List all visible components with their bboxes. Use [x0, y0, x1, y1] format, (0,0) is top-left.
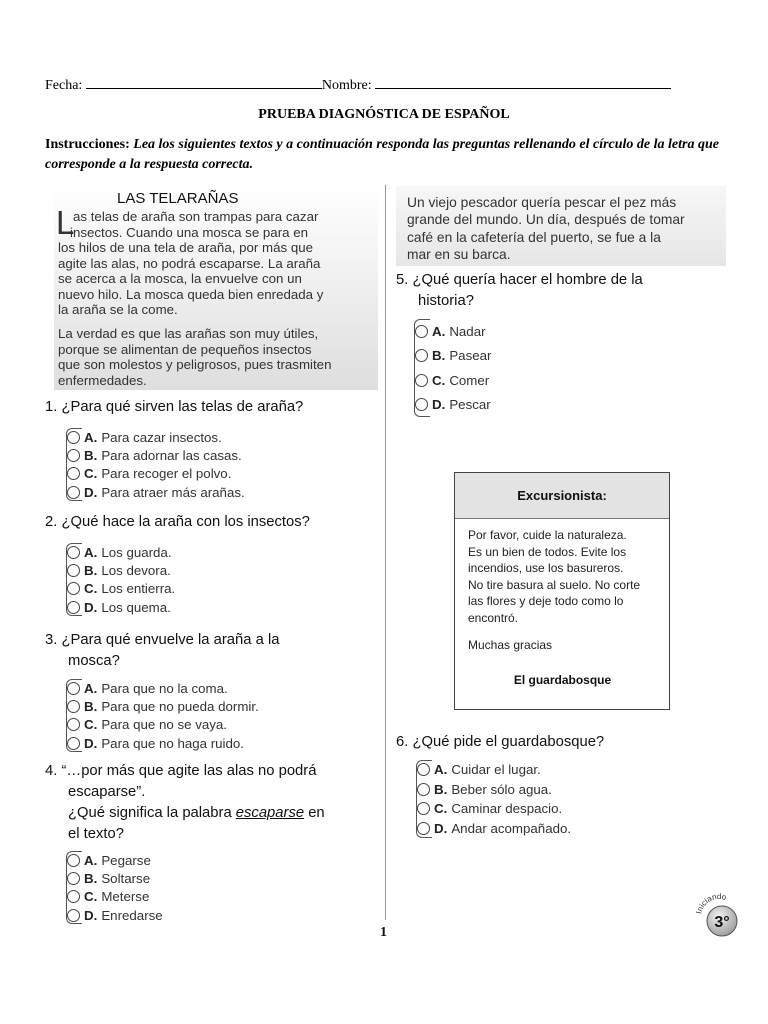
option-d[interactable]: D. Enredarse	[66, 906, 266, 924]
option-a[interactable]: A. Los guarda.	[66, 543, 286, 561]
question-text: ¿Qué pide el guardabosque?	[412, 734, 605, 750]
text-line: grande del mundo. Un día, después de tomar	[407, 212, 685, 228]
question-text: ¿Para qué sirven las telas de araña?	[61, 399, 304, 415]
option-c[interactable]: C. Comer	[414, 368, 534, 393]
notice-body	[455, 519, 669, 688]
option-d[interactable]: D. Para que no haga ruido.	[66, 734, 306, 752]
answer-bubble[interactable]	[67, 546, 80, 559]
question-6-options	[416, 760, 616, 838]
text-line: la araña se la come.	[58, 302, 178, 317]
question-1	[45, 397, 303, 418]
answer-bubble[interactable]	[67, 718, 80, 731]
answer-bubble[interactable]	[67, 890, 80, 903]
question-text: ¿Qué significa la palabra escaparse en	[68, 805, 325, 821]
text-line: as telas de araña son trampas para cazar	[73, 209, 319, 224]
question-text: ¿Qué hace la araña con los insectos?	[61, 514, 310, 530]
text-line: mar en su barca.	[407, 246, 511, 262]
option-b[interactable]: B. Beber sólo agua.	[416, 780, 616, 800]
name-field[interactable]	[375, 77, 671, 89]
reading-paragraph-1	[70, 209, 373, 240]
option-d[interactable]: D. Los quema.	[66, 598, 286, 616]
date-field[interactable]	[86, 77, 322, 89]
header-fields	[45, 77, 685, 94]
reading-paragraph-2	[58, 326, 373, 388]
option-b[interactable]: B. Para adornar las casas.	[66, 446, 286, 464]
option-b[interactable]: B. Para que no pueda dormir.	[66, 697, 306, 715]
answer-bubble[interactable]	[415, 325, 428, 338]
text-line: agite las alas, no podrá escaparse. La araña	[58, 255, 321, 271]
reading-title: LAS TELARAÑAS	[117, 190, 239, 207]
text-line: incendios, use los basureros.	[468, 561, 624, 575]
instructions	[45, 135, 725, 175]
badge-grade: 3°	[714, 914, 730, 931]
question-3	[45, 630, 279, 672]
answer-bubble[interactable]	[67, 449, 80, 462]
question-2	[45, 512, 310, 533]
option-d[interactable]: D. Andar acompañado.	[416, 819, 616, 839]
question-2-options	[66, 543, 286, 616]
option-a[interactable]: A. Para cazar insectos.	[66, 428, 286, 446]
text-line: Un viejo pescador quería pescar el pez más	[407, 195, 677, 210]
answer-bubble[interactable]	[67, 467, 80, 480]
text-line: encontró.	[468, 610, 519, 625]
question-number: 1.	[45, 399, 58, 415]
question-text: el texto?	[68, 826, 124, 842]
answer-bubble[interactable]	[67, 737, 80, 750]
question-4-options	[66, 851, 266, 924]
answer-bubble[interactable]	[67, 854, 80, 867]
reading-paragraph-1-cont	[58, 240, 373, 318]
text-line: Por favor, cuide la naturaleza.	[468, 528, 627, 542]
option-a[interactable]: A. Cuidar el lugar.	[416, 760, 616, 780]
option-a[interactable]: A. Para que no la coma.	[66, 679, 306, 697]
notice-title: Excursionista:	[455, 473, 669, 519]
text-line: insectos. Cuando una mosca se para en	[70, 224, 309, 240]
badge-arc-label: Iniciando	[694, 891, 728, 915]
option-b[interactable]: B. Los devora.	[66, 561, 286, 579]
answer-bubble[interactable]	[67, 700, 80, 713]
option-d[interactable]: D. Pescar	[414, 393, 534, 418]
notice-thanks: Muchas gracias	[468, 638, 553, 652]
question-text: mosca?	[68, 653, 120, 669]
question-text: historia?	[418, 293, 474, 309]
notice-signature: El guardabosque	[513, 672, 612, 687]
page-title: PRUEBA DIAGNÓSTICA DE ESPAÑOL	[258, 107, 510, 122]
question-number: 5.	[396, 272, 409, 288]
text-line: las flores y deje todo como lo	[468, 594, 624, 608]
question-3-options	[66, 679, 306, 752]
forest-ranger-notice	[454, 472, 670, 710]
question-number: 4.	[45, 763, 58, 779]
text-line: los hilos de una tela de araña, por más que	[58, 240, 314, 255]
story-text	[407, 194, 727, 263]
option-a[interactable]: A. Nadar	[414, 319, 534, 344]
answer-bubble[interactable]	[67, 872, 80, 885]
text-line: Es un bien de todos. Evite los	[468, 544, 627, 559]
option-b[interactable]: B. Pasear	[414, 344, 534, 369]
answer-bubble[interactable]	[67, 601, 80, 614]
text-line: café en la cafetería del puerto, se fue a la	[407, 229, 661, 245]
text-line: enfermedades.	[58, 372, 147, 388]
option-a[interactable]: A. Pegarse	[66, 851, 266, 869]
option-c[interactable]: C. Meterse	[66, 888, 266, 906]
answer-bubble[interactable]	[415, 349, 428, 362]
question-5	[396, 270, 643, 312]
answer-bubble[interactable]	[415, 398, 428, 411]
answer-bubble[interactable]	[417, 822, 430, 835]
text-line: porque se alimentan de pequeños insectos	[58, 341, 312, 357]
question-number: 2.	[45, 514, 58, 530]
option-c[interactable]: C. Los entierra.	[66, 580, 286, 598]
question-text: ¿Para qué envuelve la araña a la	[61, 632, 280, 648]
instructions-text: Lea los siguientes textos y a continuación responda las preguntas rellenando el círculo de la letra que corresponde a la respuesta correcta.	[45, 137, 719, 172]
text-line: que son molestos y peligrosos, pues trasmiten	[58, 357, 332, 372]
option-c[interactable]: C. Caminar despacio.	[416, 799, 616, 819]
text-line: No tire basura al suelo. No corte	[468, 577, 641, 592]
question-number: 6.	[396, 734, 409, 750]
text-line: La verdad es que las arañas son muy útiles,	[58, 326, 319, 341]
text-line: nuevo hilo. La mosca queda bien enredada y	[58, 286, 324, 302]
option-b[interactable]: B. Soltarse	[66, 869, 266, 887]
answer-bubble[interactable]	[417, 802, 430, 815]
answer-bubble[interactable]	[67, 564, 80, 577]
option-c[interactable]: C. Para recoger el polvo.	[66, 465, 286, 483]
page-number: 1	[380, 925, 387, 940]
answer-bubble[interactable]	[415, 374, 428, 387]
highlighted-word: escaparse	[235, 805, 305, 821]
answer-bubble[interactable]	[417, 783, 430, 796]
answer-bubble[interactable]	[67, 431, 80, 444]
column-divider	[385, 185, 386, 920]
answer-bubble[interactable]	[67, 909, 80, 922]
question-text: ¿Qué quería hacer el hombre de la	[412, 272, 643, 288]
name-label: Nombre:	[321, 78, 372, 93]
question-number: 3.	[45, 632, 58, 648]
answer-bubble[interactable]	[417, 763, 430, 776]
question-6	[396, 732, 604, 753]
option-d[interactable]: D. Para atraer más arañas.	[66, 483, 286, 501]
question-5-options	[414, 319, 534, 417]
instructions-label: Instrucciones:	[45, 137, 130, 152]
drop-cap: L	[56, 204, 75, 241]
date-label: Fecha:	[45, 78, 83, 93]
option-c[interactable]: C. Para que no se vaya.	[66, 716, 306, 734]
question-quote: “…por más que agite las alas no podrá	[61, 763, 317, 779]
answer-bubble[interactable]	[67, 582, 80, 595]
question-4	[45, 761, 325, 845]
question-1-options	[66, 428, 286, 501]
text-line: se acerca a la mosca, la envuelve con un	[58, 271, 302, 286]
grade-badge	[694, 890, 744, 940]
answer-bubble[interactable]	[67, 682, 80, 695]
question-quote: escaparse”.	[68, 784, 146, 800]
answer-bubble[interactable]	[67, 486, 80, 499]
